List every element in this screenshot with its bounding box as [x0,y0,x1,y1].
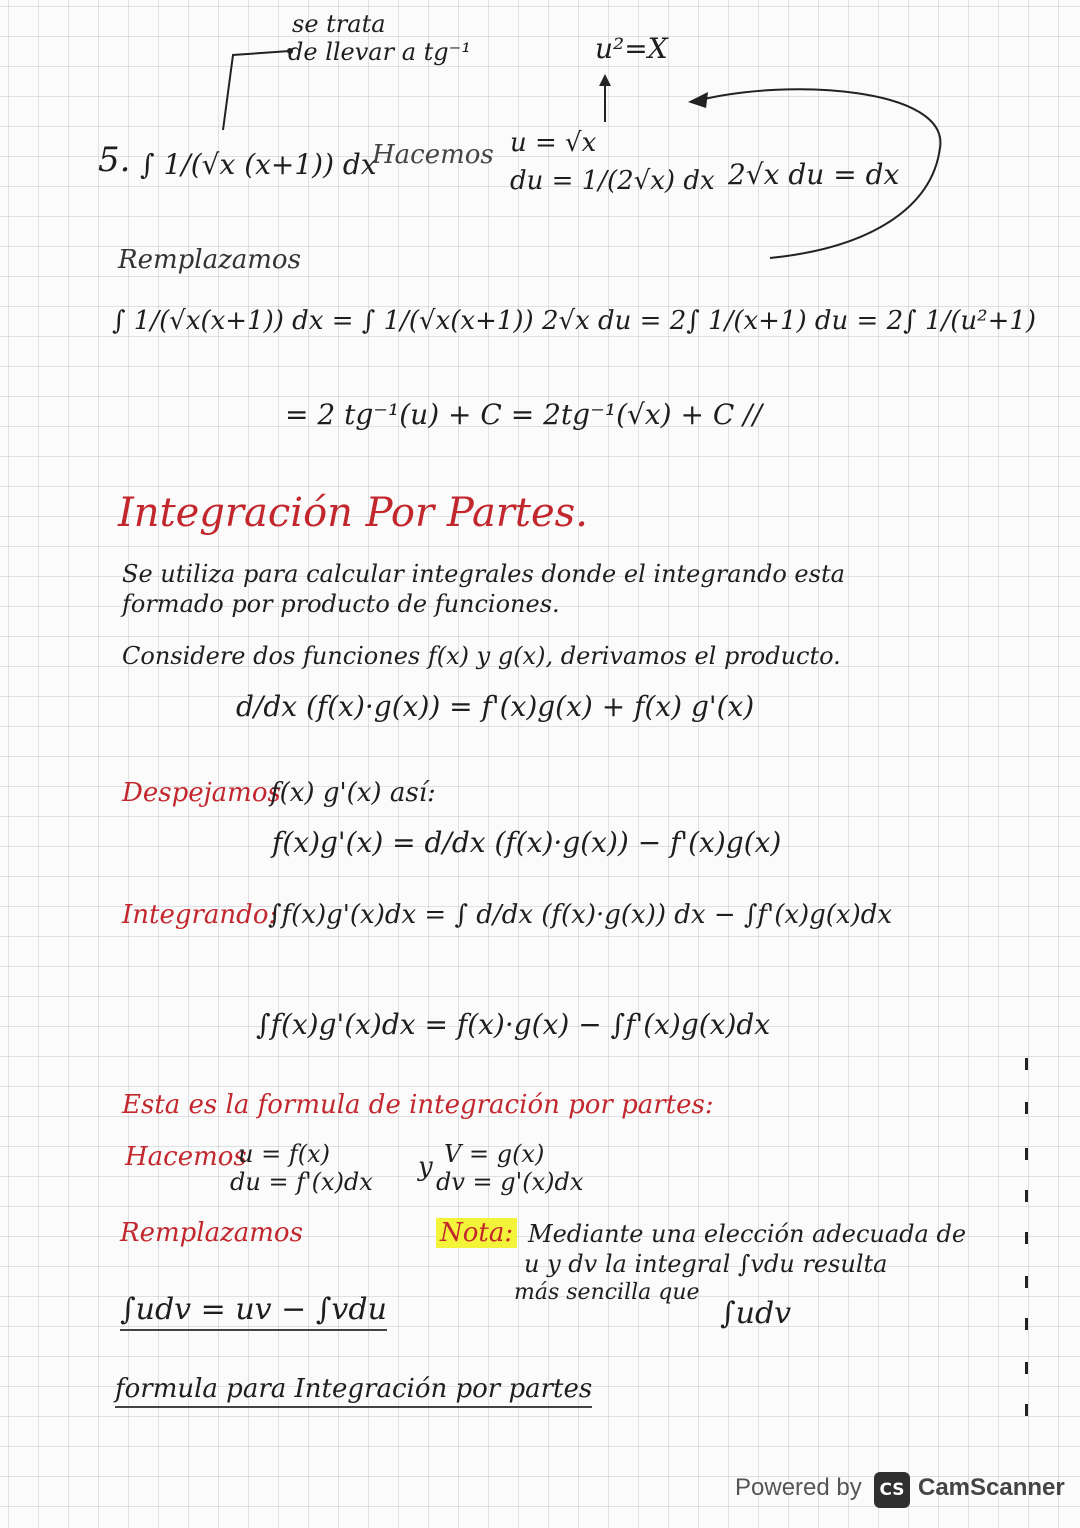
margin-mark [1025,1276,1028,1288]
annotation-bracket [215,35,295,135]
du-definition: du = 1/(2√x) dx [510,166,715,196]
exercise-number: 5. [98,140,131,180]
final-caption-text: formula para Integración por partes [115,1374,592,1408]
despejamos-rest: f(x) g'(x) así: [270,778,436,808]
margin-mark [1025,1404,1028,1416]
formula-note: Esta es la formula de integración por partes: [122,1090,714,1120]
nota-highlight: Nota: [436,1218,517,1248]
u-assignment: u = f(x) [238,1140,330,1168]
derivative-equation: d/dx (f(x)·g(x)) = f'(x)g(x) + f(x) g'(x) [236,690,755,723]
result-equation: = 2 tg⁻¹(u) + C = 2tg⁻¹(√x) + C // [285,398,763,431]
nota-integral: ∫udv [720,1296,792,1331]
nota-label [436,1218,517,1248]
dv-assignment: dv = g'(x)dx [436,1168,584,1196]
margin-mark [1025,1102,1028,1114]
margin-mark [1025,1058,1028,1070]
partes-equation: ∫f(x)g'(x)dx = f(x)·g(x) − ∫f'(x)g(x)dx [256,1008,771,1041]
nota-line-2: u y dv la integral ∫vdu resulta [524,1250,888,1278]
margin-mark [1025,1362,1028,1374]
exercise-integral: ∫ 1/(√x (x+1)) dx [140,148,377,181]
margin-mark [1025,1318,1028,1330]
margin-mark [1025,1232,1028,1244]
annotation-line2: de llevar a tg⁻¹ [288,38,471,66]
intro-line-1: Se utiliza para calcular integrales donde el integrando esta [122,560,845,588]
u-definition: u = √x [510,128,597,158]
substitution-equation: ∫ 1/(√x(x+1)) dx = ∫ 1/(√x(x+1)) 2√x du = 2∫ 1/(x+1) du = 2∫ 1/(u²+1) [112,306,1037,336]
substitution-note: u²=X [595,32,668,65]
camscanner-brand: CamScanner [918,1474,1065,1501]
remplazamos-label-1: Remplazamos [118,245,301,275]
camscanner-logo-icon: CS [874,1472,910,1508]
du-assignment: du = f'(x)dx [230,1168,373,1196]
nota-line-3: más sencilla que [514,1280,700,1305]
final-formula-text: ∫udv = uv − ∫vdu [120,1292,387,1331]
intro-line-2: formado por producto de funciones. [122,590,560,618]
arrow-up-icon [590,72,620,124]
remplazamos-label-2: Remplazamos [120,1218,303,1248]
integrando-equation: ∫f(x)g'(x)dx = ∫ d/dx (f(x)·g(x)) dx − ∫f'(x)g(x)dx [268,900,893,930]
integrando-label: Integrando: [122,900,278,930]
margin-mark [1025,1148,1028,1160]
nota-line-1: Mediante una elección adecuada de [528,1220,967,1248]
final-caption [115,1374,592,1404]
margin-mark [1025,1190,1028,1202]
annotation-line1: se trata [292,10,386,38]
dx-definition: 2√x du = dx [728,158,900,191]
despejamos-label: Despejamos [122,778,281,808]
hacemos-label-2: Hacemos [125,1142,247,1172]
y-connector: y [418,1152,433,1182]
powered-by-text: Powered by [735,1474,862,1501]
v-assignment: V = g(x) [444,1140,545,1168]
section-title: Integración Por Partes. [118,490,588,536]
final-formula [120,1292,387,1327]
despeje-equation: f(x)g'(x) = d/dx (f(x)·g(x)) − f'(x)g(x) [272,826,782,859]
consider-text: Considere dos funciones f(x) y g(x), derivamos el producto. [122,642,841,670]
hacemos-label: Hacemos [372,140,494,170]
